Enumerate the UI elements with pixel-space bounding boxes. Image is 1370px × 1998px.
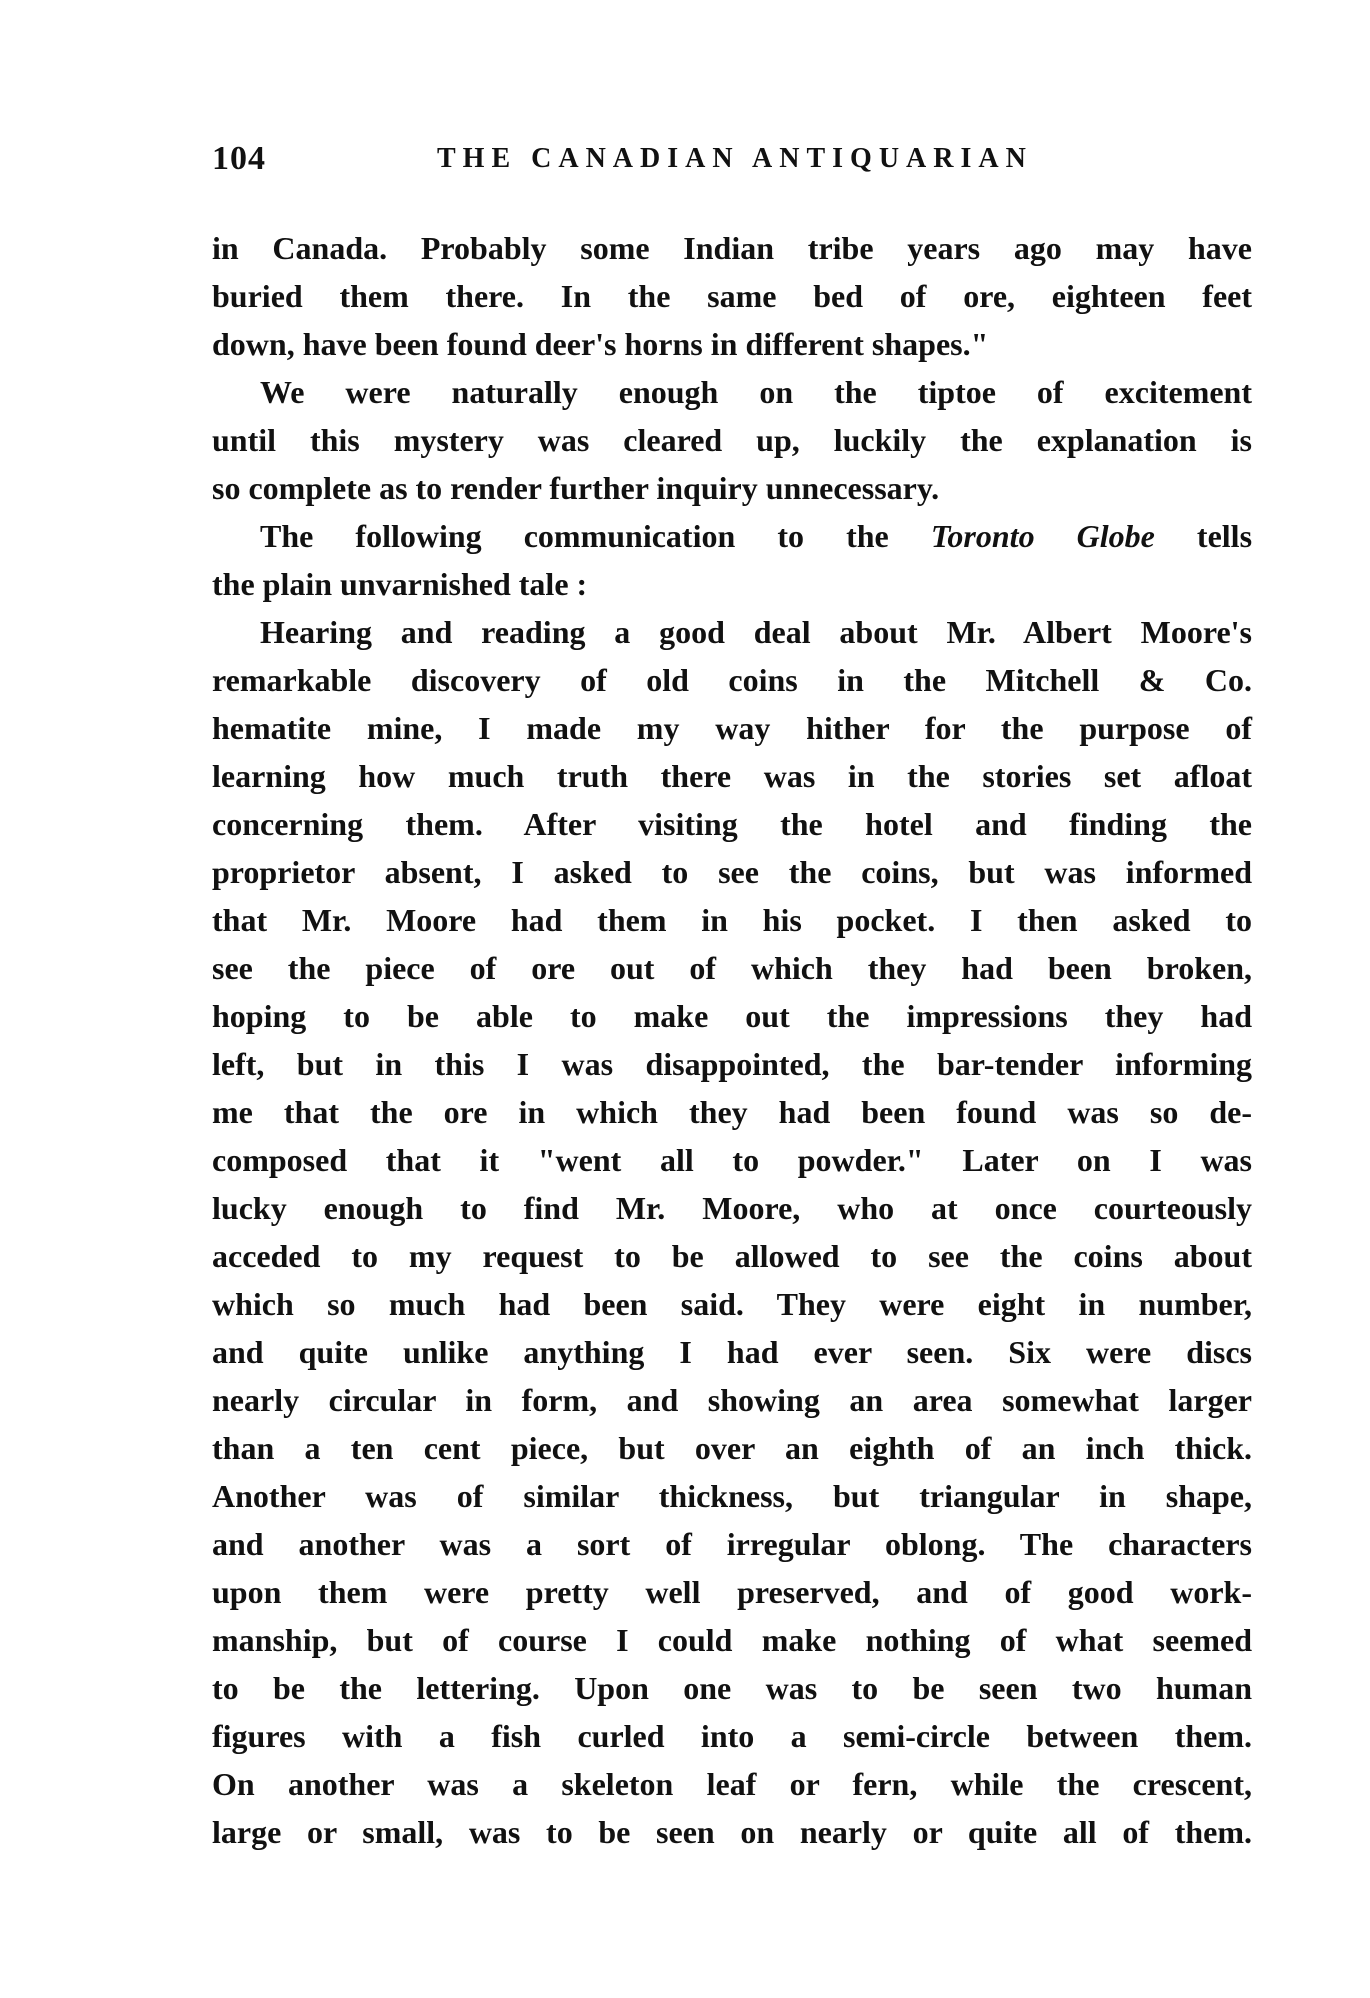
text-line: the plain unvarnished tale :: [212, 566, 588, 602]
journal-title: THE CANADIAN ANTIQUARIAN: [437, 143, 1033, 174]
text-line: proprietor absent, I asked to see the coins, but was informed: [212, 854, 1252, 890]
text-line: acceded to my request to be allowed to see the coins about: [212, 1238, 1252, 1274]
text-fragment: tells: [1196, 518, 1253, 554]
text-line: On another was a skeleton leaf or fern, while the crescent,: [212, 1766, 1252, 1802]
text-line: which so much had been said. They were eight in number,: [212, 1286, 1252, 1322]
text-line: hematite mine, I made my way hither for the purpose of: [212, 710, 1252, 746]
newspaper-title: Toronto Globe: [930, 518, 1155, 554]
text-fragment: The following communication to the: [260, 518, 889, 554]
text-line: and quite unlike anything I had ever seen. Six were discs: [212, 1334, 1252, 1370]
text-line: figures with a fish curled into a semi-circle between them.: [212, 1718, 1252, 1754]
text-line: than a ten cent piece, but over an eighth of an inch thick.: [212, 1430, 1252, 1466]
text-line: remarkable discovery of old coins in the Mitchell & Co.: [212, 662, 1252, 698]
text-line: nearly circular in form, and showing an area somewhat larger: [212, 1382, 1252, 1418]
text-line: concerning them. After visiting the hotel and finding the: [212, 806, 1252, 842]
text-line: to be the lettering. Upon one was to be seen two human: [212, 1670, 1252, 1706]
text-line-with-italic: [212, 512, 1252, 560]
text-line: so complete as to render further inquiry unnecessary.: [212, 470, 940, 506]
text-line: manship, but of course I could make nothing of what seemed: [212, 1622, 1252, 1658]
running-head: [212, 140, 1252, 190]
text-line: Hearing and reading a good deal about Mr. Albert Moore's: [260, 614, 1252, 650]
text-line: buried them there. In the same bed of ore, eighteen feet: [212, 278, 1252, 314]
text-line: upon them were pretty well preserved, and of good work-: [212, 1574, 1252, 1610]
text-line: see the piece of ore out of which they had been broken,: [212, 950, 1252, 986]
text-line: learning how much truth there was in the stories set afloat: [212, 758, 1252, 794]
text-line: until this mystery was cleared up, luckily the explanation is: [212, 422, 1252, 458]
text-line: down, have been found deer's horns in different shapes.": [212, 326, 989, 362]
text-line: composed that it "went all to powder." Later on I was: [212, 1142, 1252, 1178]
text-line: large or small, was to be seen on nearly or quite all of them.: [212, 1814, 1252, 1850]
text-line: and another was a sort of irregular oblong. The characters: [212, 1526, 1252, 1562]
text-line: me that the ore in which they had been found was so de-: [212, 1094, 1252, 1130]
text-line: in Canada. Probably some Indian tribe years ago may have: [212, 230, 1252, 266]
body-text: [212, 224, 1252, 1856]
text-line: lucky enough to find Mr. Moore, who at once courteously: [212, 1190, 1252, 1226]
page-number: 104: [212, 140, 266, 177]
text-line: Another was of similar thickness, but triangular in shape,: [212, 1478, 1252, 1514]
text-line: left, but in this I was disappointed, the bar-tender informing: [212, 1046, 1252, 1082]
text-line: hoping to be able to make out the impressions they had: [212, 998, 1252, 1034]
text-line: We were naturally enough on the tiptoe of excitement: [260, 374, 1252, 410]
text-line: that Mr. Moore had them in his pocket. I then asked to: [212, 902, 1252, 938]
